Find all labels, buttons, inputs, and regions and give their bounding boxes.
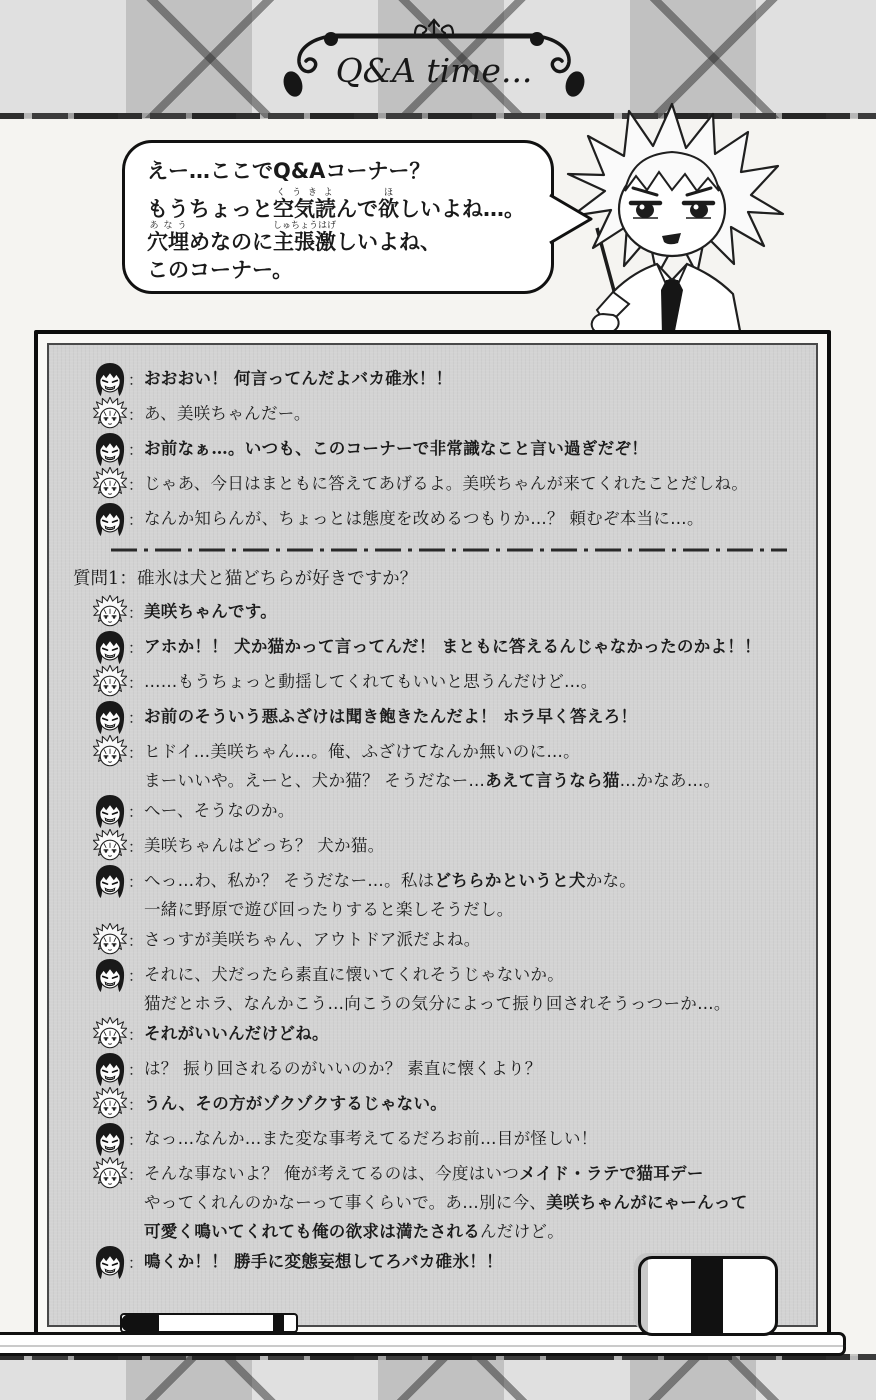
speech-bubble-tail — [549, 192, 595, 246]
dialogue-text: なっ…なんか…また変な事考えてるだろお前…目が怪しい！ — [144, 1129, 598, 1148]
dialogue-colon: ： — [127, 1026, 143, 1044]
avatar-usui-icon — [93, 735, 127, 771]
whiteboard-eraser — [638, 1256, 778, 1336]
bubble-line: えー…ここでQ&Aコーナー？ — [147, 159, 431, 183]
marker-cap — [121, 1314, 159, 1332]
dialogue-row — [73, 667, 808, 701]
dialogue-colon: ： — [127, 1166, 143, 1184]
section-divider — [109, 543, 789, 557]
dialogue-text: おおおい！ 何言ってんだよバカ碓氷！！ — [144, 369, 453, 388]
avatar-misaki-icon — [93, 362, 127, 398]
dialogue-text: 美咲ちゃんです。 — [144, 602, 278, 621]
dialogue-row — [73, 1054, 808, 1088]
dialogue-text: さっすが美咲ちゃん、アウトドア派だよね。 — [144, 930, 481, 949]
dialogue-colon: ： — [127, 1254, 143, 1272]
bubble-line: 穴埋あなうめなのに主張激しゅちょうはげしいよね、 — [147, 221, 442, 254]
avatar-misaki-icon — [93, 1122, 127, 1158]
dialogue-text: 鳴くか！！ 勝手に変態妄想してろバカ碓氷！！ — [144, 1252, 503, 1271]
avatar-misaki-icon — [93, 700, 127, 736]
dialogue-colon: ： — [127, 441, 143, 459]
avatar-misaki-icon — [93, 432, 127, 468]
dialogue-text: 美咲ちゃんはどっち？ 犬か猫。 — [144, 836, 385, 855]
dialogue-row — [73, 597, 808, 631]
avatar-usui-icon — [93, 1017, 127, 1053]
dialogue-colon: ： — [127, 1131, 143, 1149]
whiteboard-surface — [47, 343, 818, 1327]
dialogue-colon: ： — [127, 967, 143, 985]
avatar-usui-icon — [93, 1087, 127, 1123]
dialogue-text: お前のそういう悪ふざけは聞き飽きたんだよ！ ホラ早く答えろ！ — [144, 707, 638, 726]
dialogue-text: あ、美咲ちゃんだー。 — [144, 404, 311, 423]
avatar-misaki-icon — [93, 630, 127, 666]
avatar-misaki-icon — [93, 864, 127, 900]
avatar-usui-icon — [93, 665, 127, 701]
dialogue-text: じゃあ、今日はまともに答えてあげるよ。美咲ちゃんが来てくれたことだしね。 — [144, 474, 749, 493]
whiteboard-marker — [120, 1313, 298, 1333]
avatar-usui-icon — [93, 829, 127, 865]
dialogue-text: ヒドイ…美咲ちゃん…。俺、ふざけてなんか無いのに…。 まーいいや。えーと、犬か猫？ そうだなー…あえて言うなら猫…かなあ…。 — [144, 742, 721, 790]
dialogue-text: それがいいんだけどね。 — [144, 1024, 329, 1043]
avatar-misaki-icon — [93, 958, 127, 994]
bottom-argyle-band — [0, 1356, 876, 1400]
dialogue-row — [73, 925, 808, 959]
page-title: Q&A time... — [335, 51, 533, 90]
intro-dialogue-section — [73, 364, 808, 538]
bubble-line: このコーナー。 — [147, 258, 294, 282]
question-colon: ： — [119, 569, 137, 589]
dialogue-row — [73, 1159, 808, 1246]
dialogue-row — [73, 434, 808, 468]
dialogue-row — [73, 1089, 808, 1123]
avatar-usui-icon — [93, 595, 127, 631]
question-text: 碓氷は犬と猫どちらが好きですか？ — [137, 569, 418, 589]
whiteboard — [34, 330, 831, 1340]
dialogue-colon: ： — [127, 803, 143, 821]
dialogue-text: それに、犬だったら素直に懐いてくれそうじゃないか。 猫だとホラ、なんかこう…向こうの気分によって振り回されそうっつーか…。 — [144, 965, 731, 1013]
dialogue-colon: ： — [127, 709, 143, 727]
avatar-misaki-icon — [93, 1052, 127, 1088]
speech-bubble — [122, 140, 554, 294]
dialogue-colon: ： — [127, 639, 143, 657]
dialogue-text: うん、その方がゾクゾクするじゃない。 — [144, 1094, 448, 1113]
dialogue-text: は？ 振り回されるのがいいのか？ 素直に懐くより？ — [144, 1059, 542, 1078]
dialogue-colon: ： — [127, 1061, 143, 1079]
dialogue-row — [73, 866, 808, 924]
avatar-misaki-icon — [93, 1245, 127, 1281]
dialogue-row — [73, 737, 808, 795]
dialogue-row — [73, 702, 808, 736]
dialogue-text: へー、そうなのか。 — [144, 801, 295, 820]
dialogue-text: なんか知らんが、ちょっとは態度を改めるつもりか…？ 頼むぞ本当に…。 — [144, 509, 704, 528]
question-label: 質問1 — [73, 569, 120, 589]
dialogue-row — [73, 796, 808, 830]
dialogue-text: お前なぁ…。いつも、このコーナーで非常識なこと言い過ぎだぞ！ — [144, 439, 648, 458]
question-row — [73, 565, 808, 593]
avatar-usui-icon — [93, 397, 127, 433]
dialogue-text: アホか！！ 犬か猫かって言ってんだ！ まともに答えるんじゃなかったのかよ！！ — [144, 637, 761, 656]
dialogue-colon: ： — [127, 838, 143, 856]
qa-dialogue-section — [73, 597, 808, 1281]
marker-band — [273, 1315, 284, 1331]
dialogue-colon: ： — [127, 674, 143, 692]
dialogue-row — [73, 364, 808, 398]
avatar-usui-icon — [93, 467, 127, 503]
dialogue-colon: ： — [127, 371, 143, 389]
avatar-misaki-icon — [93, 502, 127, 538]
dialogue-colon: ： — [127, 476, 143, 494]
dialogue-text: ……もうちょっと動揺してくれてもいいと思うんだけど…。 — [144, 672, 598, 691]
dialogue-row — [73, 1124, 808, 1158]
dialogue-row — [73, 960, 808, 1018]
dialogue-colon: ： — [127, 873, 143, 891]
eraser-stripe — [691, 1259, 723, 1333]
dialogue-row — [73, 831, 808, 865]
avatar-usui-icon — [93, 1157, 127, 1193]
dialogue-colon: ： — [127, 1096, 143, 1114]
qa-time-header — [253, 18, 608, 108]
bubble-line: もうちょっと空気読くうきよんで欲ほしいよね…。 — [147, 188, 525, 221]
dialogue-colon: ： — [127, 932, 143, 950]
dialogue-colon: ： — [127, 604, 143, 622]
dialogue-text: へっ…わ、私か？ そうだなー…。私はどちらかというと犬かな。 一緒に野原で遊び回ったりすると楽しそうだし。 — [144, 871, 637, 919]
dialogue-colon: ： — [127, 406, 143, 424]
avatar-misaki-icon — [93, 794, 127, 830]
dialogue-row — [73, 469, 808, 503]
dialogue-row — [73, 1019, 808, 1053]
dialogue-colon: ： — [127, 511, 143, 529]
dialogue-text: そんな事ないよ？ 俺が考えてるのは、今度はいつメイド・ラテで猫耳デー やってくれんのかなーって事くらいで。あ…別に今、美咲ちゃんがにゃーんって 可愛く鳴いてくれても俺の欲求は満たされるんだけど。 — [144, 1164, 748, 1241]
dialogue-colon: ： — [127, 744, 143, 762]
dialogue-row — [73, 504, 808, 538]
dialogue-row — [73, 399, 808, 433]
avatar-usui-icon — [93, 923, 127, 959]
dialogue-row — [73, 632, 808, 666]
